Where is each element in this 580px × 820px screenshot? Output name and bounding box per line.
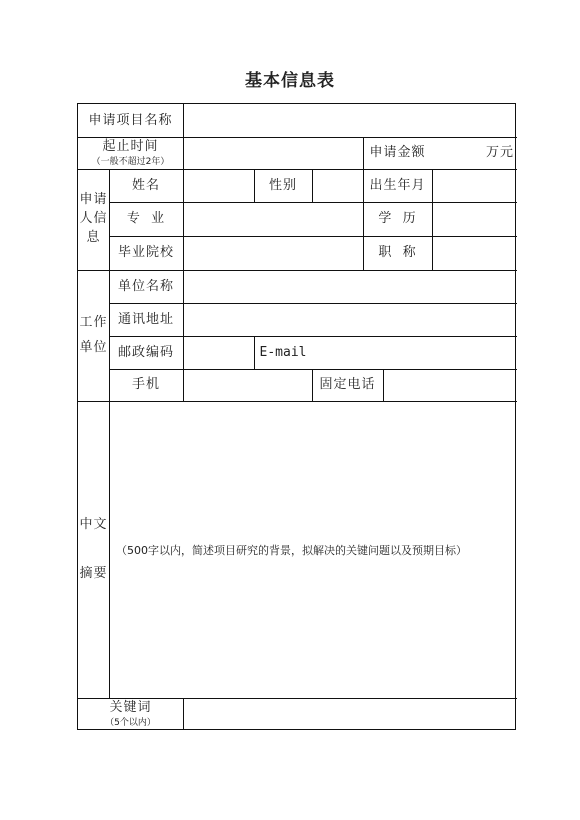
address-field[interactable] — [183, 303, 517, 336]
email-label: E-mail — [259, 344, 307, 360]
phone-field[interactable] — [383, 369, 517, 401]
phone-label: 固定电话 — [319, 377, 376, 393]
birth-label: 出生年月 — [369, 177, 426, 193]
major-field[interactable] — [183, 202, 363, 236]
abstract-hint: （500字以内，简述项目研究的背景，拟解决的关键问题以及预期目标） — [116, 544, 467, 558]
keywords-note: （5个以内） — [105, 718, 156, 728]
major-label: 专 业 — [126, 211, 166, 227]
postcode-label: 邮政编码 — [117, 344, 174, 360]
title-field[interactable] — [432, 236, 517, 270]
title-label: 职 称 — [378, 245, 417, 261]
keywords-label: 关键词 — [109, 699, 152, 715]
keywords-label-block — [78, 698, 183, 730]
amount-label: 申请金额 — [369, 145, 426, 161]
period-label: 起止时间 — [102, 138, 159, 154]
school-field[interactable] — [183, 236, 363, 270]
basic-info-table — [77, 103, 516, 730]
mobile-field[interactable] — [183, 369, 312, 401]
birth-field[interactable] — [432, 169, 517, 202]
amount-unit: 万元 — [485, 145, 514, 161]
applicant-section-label: 申请人信息 — [79, 192, 108, 245]
email-field[interactable] — [312, 336, 517, 369]
period-note: （一般不超过2年） — [91, 157, 170, 167]
name-label: 姓名 — [131, 177, 160, 193]
gender-field[interactable] — [312, 169, 363, 202]
degree-label: 学 历 — [378, 211, 417, 227]
degree-field[interactable] — [432, 202, 517, 236]
unit-name-label: 单位名称 — [117, 278, 174, 294]
school-label: 毕业院校 — [117, 245, 174, 261]
keywords-field[interactable] — [183, 698, 517, 730]
project-name-label: 申请项目名称 — [88, 112, 173, 128]
period-label-block — [78, 137, 183, 169]
postcode-field[interactable] — [183, 336, 254, 369]
gender-label: 性别 — [268, 177, 297, 193]
form-title: 基本信息表 — [245, 71, 335, 91]
address-label: 通讯地址 — [117, 311, 174, 327]
period-field[interactable] — [183, 137, 363, 169]
abstract-section-label: 中文摘要 — [79, 517, 108, 581]
project-name-field[interactable] — [183, 104, 517, 137]
work-section-label: 工作单位 — [79, 314, 108, 355]
mobile-label: 手机 — [131, 377, 160, 393]
unit-name-field[interactable] — [183, 270, 517, 303]
name-field[interactable] — [183, 169, 254, 202]
